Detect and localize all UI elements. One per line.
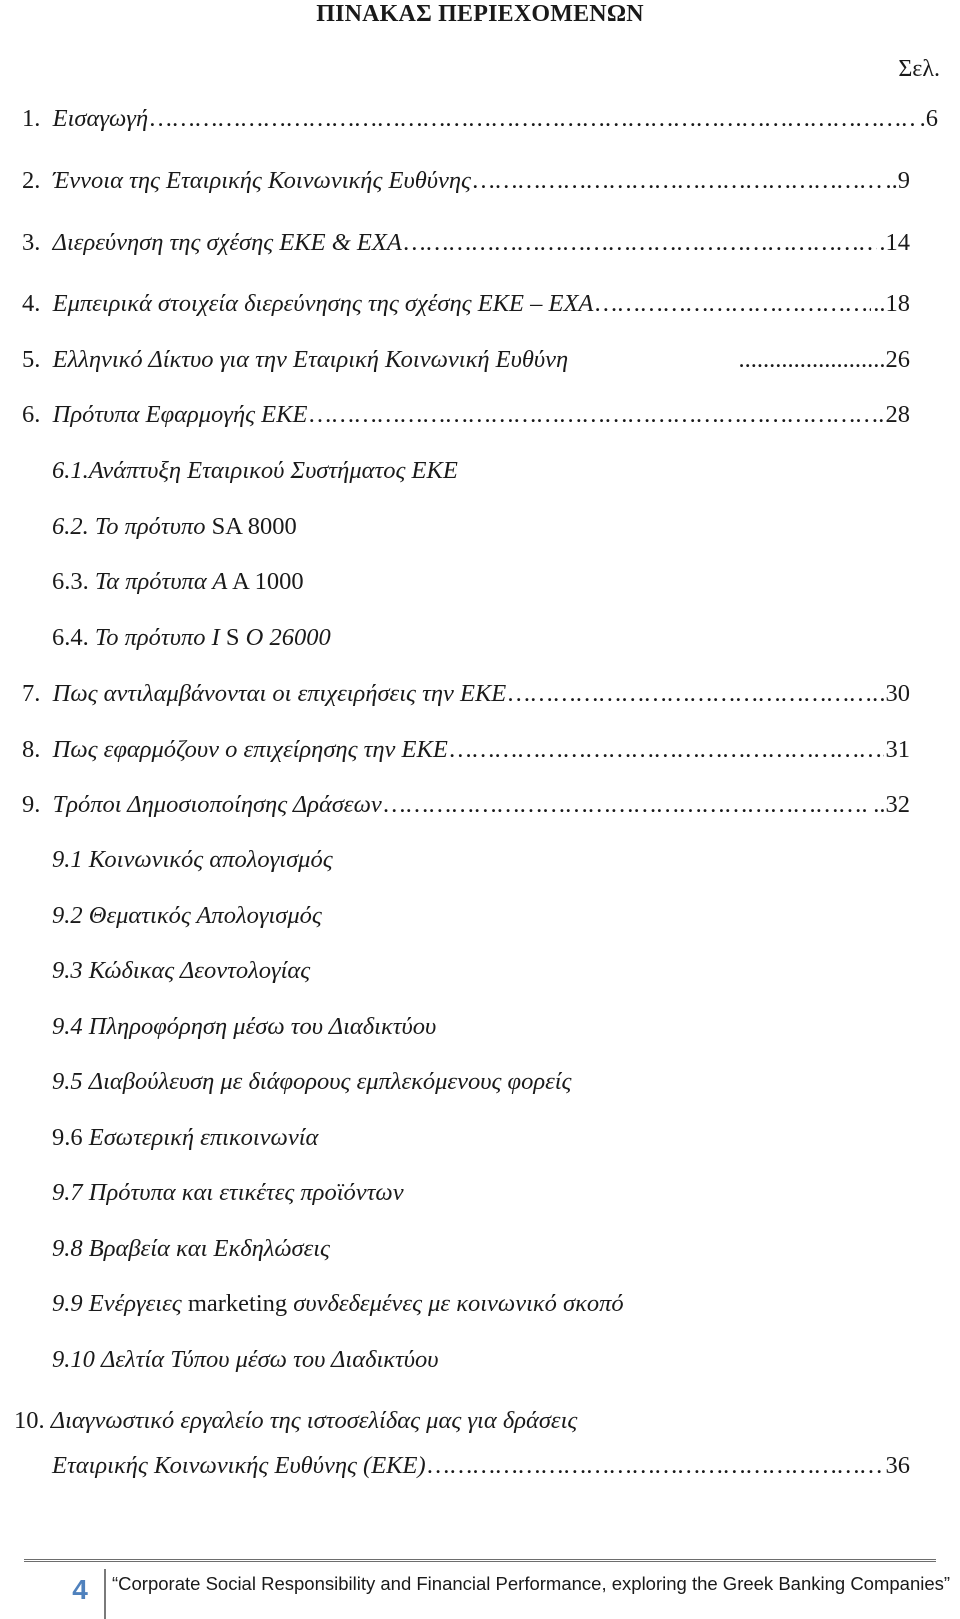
toc-entry-title: Πρότυπα και ετικέτες προϊόντων	[88, 1179, 404, 1206]
toc-subentry[interactable]	[52, 1234, 330, 1264]
toc-entry-title: Πληροφόρηση μέσω του Διαδικτύου	[88, 1013, 437, 1040]
toc-entry-title: Ελληνικό Δίκτυο για την Εταιρική Κοινωνική Ευθύνη	[52, 346, 569, 373]
footer-divider	[24, 1559, 936, 1562]
toc-subentry[interactable]	[52, 512, 297, 542]
toc-entry-title: Εταιρικής Κοινωνικής Ευθύνης (ΕΚΕ)	[52, 1452, 426, 1479]
toc-entry[interactable]	[22, 790, 910, 820]
toc-leader-dots	[471, 166, 884, 196]
toc-subentry[interactable]	[52, 567, 304, 597]
toc-subentry[interactable]	[52, 1289, 624, 1319]
toc-entry[interactable]	[22, 104, 938, 134]
toc-entry-number: 8.	[22, 736, 41, 763]
toc-entry-title: Δελτία Τύπου μέσω του Διαδικτύου	[101, 1346, 439, 1373]
toc-leader-dots	[426, 1451, 884, 1481]
toc-entry-title-part: A 1000	[227, 568, 304, 595]
toc-entry-number: 10.	[14, 1407, 45, 1434]
toc-subentry[interactable]	[52, 1067, 571, 1097]
toc-entry-title: Ενέργειες	[88, 1290, 188, 1317]
toc-entry-continuation[interactable]	[52, 1451, 910, 1481]
footer-page-number: 4	[72, 1574, 88, 1605]
toc-leader-dots	[402, 228, 878, 258]
toc-subentry[interactable]	[52, 901, 322, 931]
toc-entry-title: Κοινωνικός απολογισμός	[88, 846, 333, 873]
toc-entry[interactable]	[22, 400, 910, 430]
toc-entry-number: 9.4	[52, 1013, 83, 1040]
footer-separator	[104, 1569, 106, 1619]
toc-entry-number: 9.3	[52, 957, 83, 984]
toc-entry-title: Το πρότυπο	[94, 513, 212, 540]
toc-entry-title: Εισαγωγή	[52, 105, 149, 132]
toc-entry-title-part: O 26000	[245, 624, 331, 651]
toc-entry[interactable]	[14, 1406, 577, 1436]
toc-entry-title: Διαβούλευση με διάφορους εμπλεκόμενους φορείς	[88, 1068, 572, 1095]
toc-entry-number: 6.2.	[52, 513, 89, 540]
toc-entry-title: Βραβεία και Εκδηλώσεις	[88, 1235, 330, 1262]
toc-entry-title: Τα πρότυπα Α	[94, 568, 228, 595]
toc-entry-title-part: συνδεδεμένες με κοινωνικό σκοπό	[287, 1290, 624, 1317]
toc-entry-number: 9.5	[52, 1068, 83, 1095]
toc-entry-page: .14	[879, 229, 910, 256]
toc-entry-number: 3.	[22, 229, 41, 256]
toc-leader-dots	[382, 790, 872, 820]
toc-entry-page: ........................26	[738, 346, 910, 373]
toc-entry-page: ..18	[873, 290, 910, 317]
toc-entry-number: 9.6	[52, 1124, 83, 1151]
toc-subentry[interactable]	[52, 1012, 436, 1042]
toc-entry-number: 9.9	[52, 1290, 83, 1317]
toc-subentry[interactable]	[52, 1178, 404, 1208]
toc-entry-title: Εσωτερική επικοινωνία	[88, 1124, 319, 1151]
toc-entry-page: .30	[879, 680, 910, 707]
toc-entry-title: Διερεύνηση της σχέσης ΕΚΕ & ΕΧΑ	[52, 229, 402, 256]
toc-subentry[interactable]	[52, 456, 458, 486]
toc-entry-number: 9.8	[52, 1235, 83, 1262]
toc-entry-number: 5.	[22, 346, 41, 373]
toc-entry-number: 6.	[22, 401, 41, 428]
toc-entry-number: 6.3.	[52, 568, 89, 595]
toc-entry-title: Θεματικός Απολογισμός	[88, 902, 322, 929]
page-title: ΠΙΝΑΚΑΣ ΠΕΡΙΕΧΟΜΕΝΩΝ	[316, 1, 644, 27]
toc-entry-number: 6.1.	[52, 457, 89, 484]
toc-entry-page: 28	[885, 401, 910, 428]
toc-entry-title: Τρόποι Δημοσιοποίησης Δράσεων	[52, 791, 382, 818]
toc-entry-page: 31	[885, 736, 910, 763]
toc-entry-number: 7.	[22, 680, 41, 707]
toc-entry-title: Πως εφαρμόζουν ο επιχείρησης την ΕΚΕ	[52, 736, 448, 763]
toc-leader-dots	[448, 735, 884, 765]
toc-entry-title: Διαγνωστικό εργαλείο της ιστοσελίδας μας για δράσεις	[50, 1407, 578, 1434]
toc-entry-title-part: marketing	[187, 1290, 288, 1317]
toc-subentry[interactable]	[52, 1123, 318, 1153]
toc-entry-title: Πως αντιλαμβάνονται οι επιχειρήσεις την ΕΚΕ	[52, 680, 507, 707]
toc-entry-title-part: SA 8000	[211, 513, 297, 540]
toc-entry[interactable]	[22, 166, 910, 196]
toc-entry-page: .6	[919, 105, 938, 132]
toc-entry-number: 9.10	[52, 1346, 95, 1373]
toc-entry-number: 6.4.	[52, 624, 89, 651]
toc-entry-title: Ανάπτυξη Εταιρικού Συστήματος ΕΚΕ	[88, 457, 458, 484]
toc-entry[interactable]	[22, 679, 910, 709]
toc-entry[interactable]	[22, 345, 910, 375]
toc-entry-number: 2.	[22, 167, 41, 194]
toc-subentry[interactable]	[52, 623, 331, 653]
page-column-header: Σελ.	[898, 56, 940, 82]
toc-entry-page: ..32	[873, 791, 910, 818]
toc-leader-dots	[506, 679, 877, 709]
toc-entry-page: ..9	[885, 167, 910, 194]
toc-entry[interactable]	[22, 289, 910, 319]
toc-leader-dots	[593, 289, 871, 319]
toc-leader-dots	[148, 104, 918, 134]
toc-entry[interactable]	[22, 228, 910, 258]
toc-entry-title: Πρότυπα Εφαρμογής ΕΚΕ	[52, 401, 308, 428]
toc-entry-title: Κώδικας Δεοντολογίας	[88, 957, 311, 984]
toc-subentry[interactable]	[52, 1345, 439, 1375]
toc-entry-title: Το πρότυπο Ι	[94, 624, 220, 651]
toc-entry-number: 1.	[22, 105, 41, 132]
toc-entry-title-part: S	[219, 624, 246, 651]
toc-entry-page: 36	[885, 1452, 910, 1479]
toc-leader-dots	[307, 400, 883, 430]
toc-entry-title: Έννοια της Εταιρικής Κοινωνικής Ευθύνης	[52, 167, 471, 194]
toc-entry-number: 4.	[22, 290, 41, 317]
toc-entry-number: 9.1	[52, 846, 83, 873]
toc-entry-number: 9.7	[52, 1179, 83, 1206]
toc-entry[interactable]	[22, 735, 910, 765]
footer-running-title: “Corporate Social Responsibility and Financial Performance, exploring the Greek Banking Companies”	[112, 1573, 951, 1594]
toc-entry-title: Εμπειρικά στοιχεία διερεύνησης της σχέσης ΕΚΕ – ΕΧΑ	[52, 290, 594, 317]
toc-subentry[interactable]	[52, 845, 333, 875]
toc-entry-number: 9.2	[52, 902, 83, 929]
toc-subentry[interactable]	[52, 956, 310, 986]
toc-entry-number: 9.	[22, 791, 41, 818]
